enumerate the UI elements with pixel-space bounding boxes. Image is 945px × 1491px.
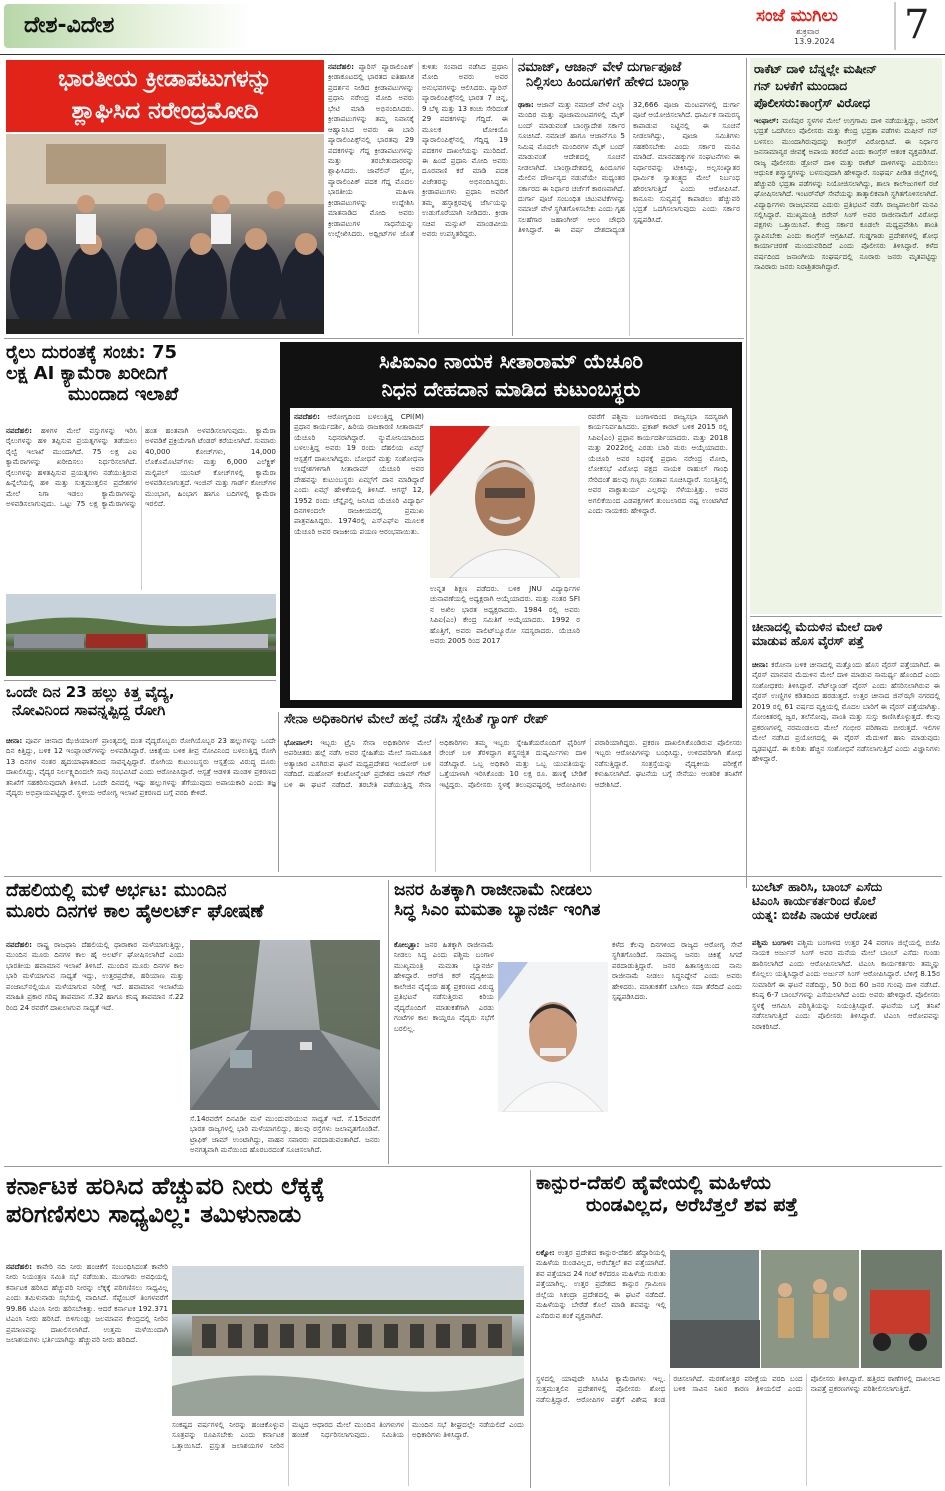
kanpur-body-bottom <box>536 1374 940 1486</box>
modi-body <box>328 62 508 334</box>
mamata-dateline: ಕೋಲ್ಕತ್ತಾ: <box>394 940 420 949</box>
cauvery-headline-line1: ಕರ್ನಾಟಕ ಹರಿಸಿದ ಹೆಚ್ಚುವರಿ ನೀರು ಲೆಕ್ಕಕ್ಕೆ <box>6 1172 325 1200</box>
bullet-dateline: ಪಶ್ಚಿಮ ಬಂಗಾಳ: <box>752 938 794 947</box>
cauvery-headline-line2: ಪರಿಗಣಿಸಲು ಸಾಧ್ಯವಿಲ್ಲ: ತಮಿಳುನಾಡು <box>6 1200 302 1229</box>
masthead <box>0 0 945 52</box>
rocket-headline-line2: ಗನ್ ಬಳಕೆಗೆ ಮುಂದಾದ <box>754 79 848 93</box>
cauvery-body-right <box>172 1420 524 1486</box>
rocket-story-box <box>750 58 942 614</box>
namaz-body <box>518 100 740 336</box>
yechury-story-box <box>280 342 742 708</box>
namaz-headline <box>518 60 740 98</box>
bullet-body-text: ಪಶ್ಚಿಮ ಬಂಗಾಳದ ಉತ್ತರ 24 ಪರಗಣ ಜಿಲ್ಲೆಯಲ್ಲಿ ಬಿಜೆಪಿ ನಾಯಕ ಅರ್ಜುನ್ ಸಿಂಗ್ ಅವರ ಮನೆಯ ಮೇಲೆ ಬಾಂಬ್ ಎಸೆದು ಗುಂಡು ಹಾರಿಸಲಾಗಿದೆ ಎಂದು ಆರೋಪಿಸಲಾಗಿದೆ. ಟಿಎಂಸಿ ಕಾರ್ಯಕರ್ತರು ತಮ್ಮನ್ನು ಕೊಲ್ಲಲು ಯತ್ನಿಸಿದ್ದಾರೆ ಎಂದು ಅರ್ಜುನ್ ಸಿಂಗ್ ಆರೋಪಿಸಿದ್ದಾರೆ. ಬೆಳಿಗ್ಗೆ 8.15ರ ಸುಮಾರಿಗೆ ಈ ಘಟನೆ ನಡೆದಿದ್ದು, 50 ರಿಂದ 60 ಜನರ ಗುಂಪು ದಾಳಿ ನಡೆಸಿದೆ. ಕನಿಷ್ಠ 6-7 ಬಾಂಬ್‌ಗಳನ್ನು ಎಸೆಯಲಾಗಿದೆ ಎಂದು ಅವರು ಹೇಳಿದ್ದಾರೆ. ಪೊಲೀಸರು ಸ್ಥಳಕ್ಕೆ ಆಗಮಿಸಿ ಪರಿಸ್ಥಿತಿಯನ್ನು ನಿಯಂತ್ರಿಸಿದ್ದಾರೆ. ಘಟನೆಯ ಬಗ್ಗೆ ತನಿಖೆ ನಡೆಸಲಾಗುತ್ತಿದೆ ಎಂದು ಪೊಲೀಸರು ತಿಳಿಸಿದ್ದಾರೆ. ಟಿಎಂಸಿ ಆರೋಪವನ್ನು ನಿರಾಕರಿಸಿದೆ. <box>752 938 940 1031</box>
railway-body-text: ಹಳಿಗಳ ಮೇಲೆ ವಸ್ತುಗಳನ್ನು ಇರಿಸಿ ರೈಲುಗಳನ್ನು ಹಳಿ ತಪ್ಪಿಸುವ ಪ್ರಯತ್ನಗಳನ್ನು ತಡೆಯಲು ರೈಲ್ವೆ ಇಲಾಖೆ ಮುಂದಾಗಿದೆ. 75 ಲಕ್ಷ ಎಐ ಕ್ಯಾಮೆರಾಗಳನ್ನು ಖರೀದಿಸಲು ನಿರ್ಧರಿಸಲಾಗಿದೆ. ರೈಲುಗಳನ್ನು ಹಳಿತಪ್ಪಿಸುವ ಪ್ರಯತ್ನಗಳು ನಡೆಯುತ್ತಿರುವ ಹಿನ್ನೆಲೆಯಲ್ಲಿ ಹಳಿ ಮತ್ತು ಸುತ್ತಮುತ್ತಲಿನ ಪ್ರದೇಶಗಳ ಮೇಲೆ ನಿಗಾ ಇಡಲು ಕ್ಯಾಮೆರಾಗಳನ್ನು ಅಳವಡಿಸಲಾಗುವುದು. ಒಟ್ಟು 75 ಲಕ್ಷ ಕ್ಯಾಮೆರಾಗಳನ್ನು ಹಂತ ಹಂತವಾಗಿ ಅಳವಡಿಸಲಾಗುವುದು. ಕ್ಯಾಮೆರಾ ಅಳವಡಿಕೆ ಪ್ರಕ್ರಿಯೆಗಾಗಿ ಟೆಂಡರ್ ಕರೆಯಲಾಗಿದೆ. ಸುಮಾರು 40,000 ಕೋಚ್‌ಗಳು, 14,000 ಲೊಕೊಮೊಟಿವ್‌ಗಳು ಮತ್ತು 6,000 ಎಲೆಕ್ಟ್ರಿಕ್ ಮಲ್ಟಿಪಲ್ ಯುನಿಟ್ ಕೋಚ್‌ಗಳಲ್ಲಿ ಕ್ಯಾಮೆರಾ ಅಳವಡಿಸಲಾಗುತ್ತದೆ. ಇಂಜಿನ್ ಮತ್ತು ಗಾರ್ಡ್ ಕೋಚ್‌ಗಳ ಮುಂಭಾಗ, ಹಿಂಭಾಗ ಹಾಗೂ ಬದಿಗಳಲ್ಲಿ ಕ್ಯಾಮೆರಾ ಇರಲಿದೆ. <box>6 426 276 509</box>
yechury-col2 <box>430 584 580 696</box>
kanpur-dateline: ಲಕ್ನೋ: <box>536 1248 555 1257</box>
delhi-rain-body-left <box>6 940 184 1160</box>
divider-v2 <box>746 58 747 888</box>
bullet-headline-line1: ಬುಲೆಟ್ ಹಾರಿಸಿ, ಬಾಂಬ್ ಎಸೆದು <box>752 880 883 894</box>
railway-train-photo <box>6 594 276 676</box>
modi-body-text: ಪ್ಯಾರಿಸ್ ಪ್ಯಾರಾಲಿಂಪಿಕ್ ಕ್ರೀಡಾಕೂಟದಲ್ಲಿ ಭಾರತದ ಐತಿಹಾಸಿಕ ಪ್ರದರ್ಶನ ನೀಡಿದ ಕ್ರೀಡಾಪಟುಗಳನ್ನು ಪ್ರಧಾನಿ ನರೇಂದ್ರ ಮೋದಿ ಅವರು ಭೇಟಿ ಮಾಡಿ ಅಭಿನಂದಿಸಿದರು. ಕ್ರೀಡಾಪಟುಗಳನ್ನು ತಮ್ಮ ನಿವಾಸಕ್ಕೆ ಆಹ್ವಾನಿಸಿದ ಅವರು ಈ ಬಾರಿ ಪ್ಯಾರಾಲಿಂಪಿಕ್ಸ್‌ನಲ್ಲಿ ಭಾರತವು 29 ಪದಕಗಳನ್ನು ಗೆದ್ದ ಕ್ರೀಡಾಪಟುಗಳನ್ನು ಮತ್ತು ತರಬೇತುದಾರರನ್ನು ಶ್ಲಾಘಿಸಿದರು. ಜಾವೆಲಿನ್ ಥ್ರೋ, ಪ್ಯಾರಾಲಿಂಪಿಕ್ ಪದಕ ಗೆದ್ದ ಮೊದಲ ಭಾರತೀಯ ಮಹಿಳಾ ಕ್ರೀಡಾಪಟುಗಳನ್ನು ಉದ್ದೇಶಿಸಿ ಮಾತನಾಡಿದ ಮೋದಿ ಅವರು ಕ್ರೀಡಾಪಟುಗಳ ಸಾಧನೆಯನ್ನು ಉಲ್ಲೇಖಿಸಿದರು. ಅಥ್ಲೀಟ್‌ಗಳ ಜೊತೆ ಕುಳಿತು ಸಂವಾದ ನಡೆಸಿದ ಪ್ರಧಾನಿ ಮೋದಿ ಅವರು ಅವರ ಅನುಭವಗಳನ್ನು ಆಲಿಸಿದರು. ಪ್ಯಾರಿಸ್ ಪ್ಯಾರಾಲಿಂಪಿಕ್ಸ್‌ನಲ್ಲಿ ಭಾರತ 7 ಚಿನ್ನ, 9 ಬೆಳ್ಳಿ ಮತ್ತು 13 ಕಂಚು ಸೇರಿದಂತೆ 29 ಪದಕಗಳನ್ನು ಗೆದ್ದಿದೆ. ಈ ಮೂಲಕ ಟೋಕಿಯೊ ಪ್ಯಾರಾಲಿಂಪಿಕ್ಸ್‌ನಲ್ಲಿ ಗೆದ್ದಿದ್ದ 19 ಪದಕಗಳ ದಾಖಲೆಯನ್ನು ಮುರಿದಿದೆ. ಈ ಹಿಂದೆ ಪ್ರಧಾನಿ ಮೋದಿ ಅವರು ದೂರವಾಣಿ ಕರೆ ಮಾಡಿ ಪದಕ ವಿಜೇತರನ್ನು ಅಭಿನಂದಿಸಿದ್ದರು. ಕ್ರೀಡಾಪಟುಗಳು ಪ್ರಧಾನಿ ಅವರಿಗೆ ತಮ್ಮ ಹಸ್ತಾಕ್ಷರವುಳ್ಳ ಜೆರ್ಸಿಯನ್ನು ಉಡುಗೊರೆಯಾಗಿ ನೀಡಿದರು. ಕ್ರೀಡಾ ಸಚಿವ ಮನ್ಸುಖ್ ಮಾಂಡವೀಯ ಅವರು ಉಪಸ್ಥಿತರಿದ್ದರು. <box>328 62 508 238</box>
china-virus-dateline: ಚೀನಾ: <box>752 660 769 669</box>
dentist-headline-line2: ನೋವಿನಿಂದ ಸಾವನ್ನಪ್ಪಿದ್ದ ರೋಗಿ <box>12 700 166 719</box>
dentist-headline <box>6 684 278 732</box>
delhi-rain-headline <box>6 880 386 936</box>
cauvery-body-right-text: ಸಂಕಷ್ಟದ ವರ್ಷಗಳಲ್ಲಿ ನೀರನ್ನು ಹಂಚಿಕೊಳ್ಳುವ ಸೂತ್ರವನ್ನು ರೂಪಿಸಬೇಕು ಎಂದು ಕರ್ನಾಟಕ ಒತ್ತಾಯಿಸಿದೆ. ಪ್ರಸ್ತುತ ಜಲಾಶಯಗಳ ನೀರಿನ ಮಟ್ಟದ ಆಧಾರದ ಮೇಲೆ ಮುಂದಿನ ತಿಂಗಳುಗಳ ಹಂಚಿಕೆ ನಿರ್ಧರಿಸಲಾಗುವುದು. ಸಮಿತಿಯ ಮುಂದಿನ ಸಭೆ ಶೀಘ್ರದಲ್ಲೇ ನಡೆಯಲಿದೆ ಎಂದು ಅಧಿಕಾರಿಗಳು ತಿಳಿಸಿದ್ದಾರೆ. <box>172 1420 524 1450</box>
namaz-headline-line2: ನಿಲ್ಲಿಸಲು ಹಿಂದೂಗಳಿಗೆ ಹೇಳಿದ ಬಾಂಗ್ಲಾ <box>526 75 691 91</box>
dentist-body <box>6 736 276 870</box>
mamata-body-left <box>394 940 494 1162</box>
paper-name: ಸಂಜೆ ಮುಗಿಲು <box>756 6 838 26</box>
mamata-body-right <box>612 940 742 1162</box>
modi-headline-line1: ಭಾರತೀಯ ಕ್ರೀಡಾಪಟುಗಳನ್ನು <box>58 66 272 92</box>
dentist-dateline: ಚೀನಾ: <box>6 736 23 745</box>
china-virus-body-text: ಕರೋನಾ ಬಳಿಕ ಚೀನಾದಲ್ಲಿ ಮತ್ತೊಂದು ಹೊಸ ವೈರಸ್ ಪತ್ತೆಯಾಗಿದೆ. ಈ ವೈರಸ್ ಮಾನವನ ಮೆದುಳಿನ ಮೇಲೆ ದಾಳಿ ಮಾಡುವ ಸಾಮರ್ಥ್ಯ ಹೊಂದಿದೆ ಎಂದು ಸಂಶೋಧಕರು ತಿಳಿಸಿದ್ದಾರೆ. ವೆಟ್‌ಲ್ಯಾಂಡ್ ವೈರಸ್ ಎಂದು ಹೆಸರಿಸಲಾಗಿರುವ ಈ ವೈರಸ್ ಉಣ್ಣಿಗಳ ಕಡಿತದಿಂದ ಹರಡುತ್ತದೆ. ಉತ್ತರ ಚೀನಾದ ಜಿನ್‌ಝೌ ನಗರದಲ್ಲಿ 2019 ರಲ್ಲಿ 61 ವರ್ಷದ ವ್ಯಕ್ತಿಯಲ್ಲಿ ಮೊದಲ ಬಾರಿಗೆ ಈ ವೈರಸ್ ಪತ್ತೆಯಾಗಿತ್ತು. ಸೋಂಕಿತರಲ್ಲಿ ಜ್ವರ, ತಲೆನೋವು, ವಾಂತಿ ಮತ್ತು ಸುಸ್ತು ಕಾಣಿಸಿಕೊಳ್ಳುತ್ತದೆ. ಕೆಲವು ಪ್ರಕರಣಗಳಲ್ಲಿ ನರಮಂಡಲದ ಮೇಲೆ ಗಂಭೀರ ಪರಿಣಾಮ ಬೀರುತ್ತದೆ. ಇಲಿಗಳ ಮೇಲೆ ನಡೆಸಿದ ಪ್ರಯೋಗದಲ್ಲಿ ಈ ವೈರಸ್ ಮೆದುಳಿಗೆ ಹಾನಿ ಮಾಡುವುದು ದೃಢಪಟ್ಟಿದೆ. ಈ ಕುರಿತು ಹೆಚ್ಚಿನ ಸಂಶೋಧನೆ ನಡೆಸಲಾಗುತ್ತಿದೆ ಎಂದು ವಿಜ್ಞಾನಿಗಳು ಹೇಳಿದ್ದಾರೆ. <box>752 660 940 763</box>
yechury-col1-text: ಆರೋಗ್ಯದಿಂದ ಬಳಲುತ್ತಿದ್ದ CPI(M) ಪ್ರಧಾನ ಕಾರ್ಯದರ್ಶಿ, ಹಿರಿಯ ರಾಜಕಾರಣಿ ಸೀತಾರಾಮ್ ಯೆಚೂರಿ ನಿಧನರಾಗಿದ್ದಾರೆ. ನ್ಯುಮೋನಿಯಾದಿಂದ ಬಳಲುತ್ತಿದ್ದ ಅವರು 19 ರಂದು ದೆಹಲಿಯ ಏಮ್ಸ್ ಆಸ್ಪತ್ರೆಗೆ ದಾಖಲಾಗಿದ್ದರು. ಬೋಧನೆ ಮತ್ತು ಸಂಶೋಧನಾ ಉದ್ದೇಶಗಳಿಗಾಗಿ ಸೀತಾರಾಮ್ ಯೆಚೂರಿ ಅವರ ದೇಹವನ್ನು ಕುಟುಂಬಸ್ಥರು ಏಮ್ಸ್‌ಗೆ ದಾನ ಮಾಡಿದ್ದಾರೆ ಎಂದು ಏಮ್ಸ್ ಹೇಳಿಕೆಯಲ್ಲಿ ತಿಳಿಸಿದೆ. ಆಗಸ್ಟ್ 12, 1952 ರಂದು ಚೆನ್ನೈನಲ್ಲಿ ಜನಿಸಿದ ಯೆಚೂರಿ ವಿದ್ಯಾರ್ಥಿ ದಿನಗಳಿಂದಲೇ ರಾಜಕೀಯದಲ್ಲಿ ಪ್ರಮುಖ ಪಾತ್ರವಹಿಸಿದ್ದರು. 1974ರಲ್ಲಿ ಎಸ್‌ಎಫ್‌ಐ ಮೂಲಕ ಯೆಚೂರಿ ಅವರ ರಾಜಕೀಯ ಪಯಣ ಆರಂಭವಾಯಿತು. <box>294 412 424 536</box>
delhi-rain-body-right-text: ಸೆ.14ರವರೆಗೆ ದಿನವಿಡೀ ಮಳೆ ಮುಂದುವರಿಯುವ ಸಾಧ್ಯತೆ ಇದೆ. ಸೆ.15ರವರೆಗೆ ಭಾರತ ರಾಜ್ಯಗಳಲ್ಲಿ ಭಾರಿ ಮಳೆಯಾಗಲಿದ್ದು, ಹಲವು ರಸ್ತೆಗಳು ಜಲಾವೃತಗೊಂಡಿವೆ. ಟ್ರಾಫಿಕ್ ಜಾಮ್ ಉಂಟಾಗಿದ್ದು, ವಾಹನ ಸವಾರರು ಪರದಾಡುವಂತಾಗಿದೆ. ಜನರು ಅನಗತ್ಯವಾಗಿ ಮನೆಯಿಂದ ಹೊರಬರದಂತೆ ಸೂಚಿಸಲಾಗಿದೆ. <box>190 1114 380 1155</box>
rocket-body-text: ಮಣಿಪುರ ಸ್ಥಳಗಳ ಮೇಲೆ ಉಗ್ರಗಾಮಿ ದಾಳಿ ನಡೆಯುತ್ತಿದ್ದು, ಜನರಿಗೆ ಭದ್ರತೆ ಒದಗಿಸಲು ಪೊಲೀಸರು ಮತ್ತು ಕೇಂದ್ರ ಭದ್ರತಾ ಪಡೆಗಳು ಮಷೀನ್ ಗನ್ ಬಳಸಲು ಮುಂದಾಗಿರುವುದನ್ನು ಕಾಂಗ್ರೆಸ್ ವಿರೋಧಿಸಿದೆ. ಈ ನಿರ್ಧಾರ ಜನಸಾಮಾನ್ಯರ ಜೀವಕ್ಕೆ ಅಪಾಯ ತರಲಿದೆ ಎಂದು ಕಾಂಗ್ರೆಸ್ ಆತಂಕ ವ್ಯಕ್ತಪಡಿಸಿದೆ. ರಾಜ್ಯ ಪೊಲೀಸರು ಡ್ರೋನ್ ದಾಳಿ ಮತ್ತು ರಾಕೆಟ್ ದಾಳಿಗಳನ್ನು ಎದುರಿಸಲು ಆಧುನಿಕ ಶಸ್ತ್ರಾಸ್ತ್ರಗಳನ್ನು ಬಳಸುವುದಾಗಿ ಹೇಳಿದ್ದಾರೆ. ಸಂಘರ್ಷ ಪೀಡಿತ ಜಿಲ್ಲೆಗಳಲ್ಲಿ ಹೆಚ್ಚುವರಿ ಭದ್ರತಾ ಪಡೆಗಳನ್ನು ನಿಯೋಜಿಸಲಾಗಿದ್ದು, ಶಾಲಾ ಕಾಲೇಜುಗಳಿಗೆ ರಜೆ ಘೋಷಿಸಲಾಗಿದೆ. ಇಂಟರ್‌ನೆಟ್ ಸೇವೆಯನ್ನು ತಾತ್ಕಾಲಿಕವಾಗಿ ಸ್ಥಗಿತಗೊಳಿಸಲಾಗಿದೆ. ವಿದ್ಯಾರ್ಥಿಗಳು ರಾಜಭವನದ ಎದುರು ಪ್ರತಿಭಟನೆ ನಡೆಸಿ ರಾಜ್ಯಪಾಲರಿಗೆ ಮನವಿ ಸಲ್ಲಿಸಿದ್ದಾರೆ. ಮುಖ್ಯಮಂತ್ರಿ ಬಿರೇನ್ ಸಿಂಗ್ ಅವರ ರಾಜೀನಾಮೆಗೆ ವಿರೋಧ ಪಕ್ಷಗಳು ಒತ್ತಾಯಿಸಿವೆ. ಕೇಂದ್ರ ಸರ್ಕಾರ ಕೂಡಲೇ ಮಧ್ಯಪ್ರವೇಶಿಸಿ ಶಾಂತಿ ಸ್ಥಾಪಿಸಬೇಕು ಎಂದು ಕಾಂಗ್ರೆಸ್ ಆಗ್ರಹಿಸಿದೆ. ಗುಡ್ಡಗಾಡು ಪ್ರದೇಶಗಳಲ್ಲಿ ಶೋಧ ಕಾರ್ಯಾಚರಣೆ ಮುಂದುವರಿದಿದೆ ಎಂದು ಪೊಲೀಸರು ತಿಳಿಸಿದ್ದಾರೆ. ಕಳೆದ ವರ್ಷದಿಂದ ಜನಾಂಗೀಯ ಸಂಘರ್ಷದಲ್ಲಿ ನೂರಾರು ಜನರು ಮೃತಪಟ್ಟಿದ್ದು ಸಾವಿರಾರು ಜನರು ನಿರಾಶ್ರಿತರಾಗಿದ್ದಾರೆ. <box>754 116 938 272</box>
rocket-body <box>754 116 938 610</box>
kanpur-body-top <box>536 1248 666 1368</box>
kanpur-headline-line1: ಕಾನ್ಪುರ-ದೆಹಲಿ ಹೈವೇಯಲ್ಲಿ ಮಹಿಳೆಯ <box>536 1172 771 1194</box>
delhi-rain-body-left-text: ರಾಷ್ಟ್ರ ರಾಜಧಾನಿ ದೆಹಲಿಯಲ್ಲಿ ಧಾರಾಕಾರ ಮಳೆಯಾಗುತ್ತಿದ್ದು, ಮುಂದಿನ ಮೂರು ದಿನಗಳ ಕಾಲ ಹೈ ಅಲರ್ಟ್ ಘೋಷಿಸಲಾಗಿದೆ ಎಂದು ಭಾರತೀಯ ಹವಾಮಾನ ಇಲಾಖೆ ತಿಳಿಸಿದೆ. ಮುಂದಿನ ಮೂರು ದಿನಗಳ ಕಾಲ ಭಾರಿ ಮಳೆಯಾಗುವ ಸಾಧ್ಯತೆ ಇದ್ದು, ಉತ್ತರಪ್ರದೇಶ, ಹರಿಯಾಣ ಮತ್ತು ಪಂಜಾಬ್‌ನಲ್ಲಿಯೂ ಮಳೆಯಾಗುವ ನಿರೀಕ್ಷೆ ಇದೆ. ಹವಾಮಾನ ಇಲಾಖೆಯ ಮಾಹಿತಿ ಪ್ರಕಾರ ಗರಿಷ್ಠ ತಾಪಮಾನ ಸೆ.32 ಹಾಗೂ ಕನಿಷ್ಠ ತಾಪಮಾನ ಸೆ.22 ರಿಂದ 24 ರವರೆಗೆ ದಾಖಲಾಗುವ ಸಾಧ್ಯತೆ ಇದೆ. <box>6 940 184 1012</box>
yechury-col2-text: ಉನ್ನತ ಶಿಕ್ಷಣ ಪಡೆದರು. ಬಳಿಕ JNU ವಿದ್ಯಾರ್ಥಿಗಳ ಚುನಾವಣೆಯಲ್ಲಿ ಅಧ್ಯಕ್ಷರಾಗಿ ಆಯ್ಕೆಯಾದರು. ಮತ್ತು ನಂತರ SFI ನ ಅಖಿಲ ಭಾರತ ಅಧ್ಯಕ್ಷರಾದರು. 1984 ರಲ್ಲಿ ಅವರು ಸಿಪಿಐ(ಎಂ) ಕೇಂದ್ರ ಸಮಿತಿಗೆ ಆಯ್ಕೆಯಾದರು. 1992 ರ ಹೊತ್ತಿಗೆ, ಅವರು ಪಾಲಿಟ್‌ಬ್ಯೂರೋ ಸದಸ್ಯರಾದರು. ಯೆಚೂರಿ ಅವರು 2005 ರಿಂದ 2017 <box>430 584 580 646</box>
army-headline <box>284 712 744 736</box>
china-virus-headline-line1: ಚೀನಾದಲ್ಲಿ ಮೆದುಳಿನ ಮೇಲೆ ದಾಳಿ <box>752 620 883 634</box>
rocket-headline-line3: ಪೊಲೀಸರು:ಕಾಂಗ್ರೆಸ್ ವಿರೋಧ <box>754 96 871 110</box>
divider-h4 <box>4 876 942 877</box>
bullet-headline-line3: ಯತ್ನ: ಬಿಜೆಪಿ ನಾಯಕ ಆರೋಪ <box>752 908 878 923</box>
yechury-portrait-photo <box>430 426 580 578</box>
divider-h1 <box>4 338 744 339</box>
army-body <box>284 738 742 872</box>
modi-dateline: ನವದೆಹಲಿ: <box>328 62 354 71</box>
railway-headline <box>6 342 278 420</box>
masthead-rule <box>0 54 945 55</box>
yechury-headline-line1: ಸಿಪಿಐಎಂ ನಾಯಕ ಸೀತಾರಾಮ್ ಯೆಚೂರಿ <box>379 349 643 373</box>
yechury-dateline: ನವದೆಹಲಿ: <box>294 412 320 421</box>
divider-v1 <box>512 58 513 336</box>
masthead-day: ಶುಕ್ರವಾರ <box>796 27 820 36</box>
divider-v4 <box>388 880 389 1164</box>
mamata-body-left-text: ಜನರ ಹಿತಕ್ಕಾಗಿ ರಾಜೀನಾಮೆ ನೀಡಲು ಸಿದ್ಧ ಎಂದು ಪಶ್ಚಿಮ ಬಂಗಾಳ ಮುಖ್ಯಮಂತ್ರಿ ಮಮತಾ ಬ್ಯಾನರ್ಜಿ ಹೇಳಿದ್ದಾರೆ. ಆರ್‌ಜಿ ಕರ್ ವೈದ್ಯಕೀಯ ಕಾಲೇಜಿನ ವೈದ್ಯೆಯ ಹತ್ಯೆ ಪ್ರಕರಣದ ವಿರುದ್ಧ ಪ್ರತಿಭಟನೆ ನಡೆಸುತ್ತಿರುವ ಕಿರಿಯ ವೈದ್ಯರೊಂದಿಗೆ ಮಾತುಕತೆಗಾಗಿ ಎರಡು ಗಂಟೆಗಳ ಕಾಲ ಕಾಯ್ದರೂ ವೈದ್ಯರು ಸಭೆಗೆ ಬರಲಿಲ್ಲ. <box>394 940 494 1033</box>
bullet-body <box>752 938 940 1162</box>
kanpur-headline-line2: ರುಂಡವಿಲ್ಲದ, ಅರೆಬೆತ್ತಲೆ ಶವ ಪತ್ತೆ <box>586 1194 798 1217</box>
kanpur-body-bottom-text: ಸ್ಥಳದಲ್ಲಿ ಯಾವುದೇ ಸಿಸಿಟಿವಿ ಕ್ಯಾಮೆರಾಗಳು ಇಲ್ಲ. ಸುತ್ತಮುತ್ತಲಿನ ಪ್ರದೇಶಗಳಲ್ಲಿ ಪೊಲೀಸರು ಶೋಧ ನಡೆಸುತ್ತಿದ್ದಾರೆ. ಆರೋಪಿಗಳ ಪತ್ತೆಗೆ ವಿಶೇಷ ತಂಡ ರಚಿಸಲಾಗಿದೆ. ಮರಣೋತ್ತರ ಪರೀಕ್ಷೆಯ ವರದಿ ಬಂದ ಬಳಿಕ ಸಾವಿನ ನಿಖರ ಕಾರಣ ತಿಳಿಯಲಿದೆ ಎಂದು ಪೊಲೀಸರು ತಿಳಿಸಿದ್ದಾರೆ. ಹತ್ತಿರದ ಠಾಣೆಗಳಲ್ಲಿ ದಾಖಲಾದ ನಾಪತ್ತೆ ಪ್ರಕರಣಗಳನ್ನು ಪರಿಶೀಲಿಸಲಾಗುತ್ತಿದೆ. <box>536 1374 940 1404</box>
kanpur-highway-photo <box>670 1250 942 1368</box>
army-body-text: ಇಬ್ಬರು ಟ್ರೈನಿ ಸೇನಾ ಅಧಿಕಾರಿಗಳ ಮೇಲೆ ಅಪರಿಚಿತರು ಹಲ್ಲೆ ನಡೆಸಿ ಅವರ ಸ್ನೇಹಿತೆಯ ಮೇಲೆ ಸಾಮೂಹಿಕ ಅತ್ಯಾಚಾರ ಎಸಗಿರುವ ಘಟನೆ ಮಧ್ಯಪ್ರದೇಶದ ಇಂದೋರ್ ಬಳಿ ನಡೆದಿದೆ. ಮಹೋವ್ ಕಂಟೋನ್ಮೆಂಟ್ ಪ್ರದೇಶದ ಜಾಮ್ ಗೇಟ್ ಬಳಿ ಈ ಘಟನೆ ನಡೆದಿದೆ. ತರಬೇತಿ ಪಡೆಯುತ್ತಿದ್ದ ಸೇನಾ ಅಧಿಕಾರಿಗಳು ತಮ್ಮ ಇಬ್ಬರು ಸ್ನೇಹಿತೆಯರೊಂದಿಗೆ ಫೈರಿಂಗ್ ರೇಂಜ್ ಬಳಿ ತೆರಳಿದ್ದಾಗ ಶಸ್ತ್ರಸಜ್ಜಿತ ದುಷ್ಕರ್ಮಿಗಳು ದಾಳಿ ನಡೆಸಿದ್ದಾರೆ. ಒಬ್ಬ ಅಧಿಕಾರಿ ಮತ್ತು ಒಬ್ಬ ಯುವತಿಯನ್ನು ಒತ್ತೆಯಾಳಾಗಿ ಇರಿಸಿಕೊಂಡು 10 ಲಕ್ಷ ರೂ. ಹಣಕ್ಕೆ ಬೇಡಿಕೆ ಇಟ್ಟಿದ್ದರು. ಪೊಲೀಸರು ಸ್ಥಳಕ್ಕೆ ತಲುಪುವಷ್ಟರಲ್ಲಿ ಆರೋಪಿಗಳು ಪರಾರಿಯಾಗಿದ್ದರು. ಪ್ರಕರಣ ದಾಖಲಿಸಿಕೊಂಡಿರುವ ಪೊಲೀಸರು ಇಬ್ಬರು ಆರೋಪಿಗಳನ್ನು ಬಂಧಿಸಿದ್ದು, ಉಳಿದವರಿಗಾಗಿ ಶೋಧ ನಡೆಸುತ್ತಿದ್ದಾರೆ. ಸಂತ್ರಸ್ತೆಯನ್ನು ವೈದ್ಯಕೀಯ ಪರೀಕ್ಷೆಗೆ ಕಳುಹಿಸಲಾಗಿದೆ. ಘಟನೆಯ ಬಗ್ಗೆ ಸೇನೆಯು ಆಂತರಿಕ ತನಿಖೆಗೆ ಆದೇಶಿಸಿದೆ. <box>284 738 742 789</box>
railway-headline-line3: ಮುಂದಾದ ಇಲಾಖೆ <box>68 384 179 406</box>
page-number: 7 <box>904 2 930 48</box>
rocket-dateline: ಇಂಫಾಲ್: <box>754 116 779 125</box>
railway-body <box>6 426 276 590</box>
railway-headline-line1: ರೈಲು ದುರಂತಕ್ಕೆ ಸಂಚು: 75 <box>6 342 178 363</box>
kanpur-body-top-text: ಉತ್ತರ ಪ್ರದೇಶದ ಕಾನ್ಪುರ-ದೆಹಲಿ ಹೆದ್ದಾರಿಯಲ್ಲಿ ಮಹಿಳೆಯ ರುಂಡವಿಲ್ಲದ, ಅರೆಬೆತ್ತಲೆ ಶವ ಪತ್ತೆಯಾಗಿದೆ. ಶವ ಪತ್ತೆಯಾದ 24 ಗಂಟೆ ಕಳೆದರೂ ಮಹಿಳೆಯ ಗುರುತು ಪತ್ತೆಯಾಗಿಲ್ಲ. ಉತ್ತರ ಪ್ರದೇಶದ ಕಾನ್ಪುರ ಗ್ರಾಮೀಣ ಜಿಲ್ಲೆಯ ಸಿಕಂದ್ರಾ ಪ್ರದೇಶದಲ್ಲಿ ಈ ಘಟನೆ ನಡೆದಿದೆ. ಮಹಿಳೆಯನ್ನು ಬೇರೆಡೆ ಕೊಲೆ ಮಾಡಿ ಶವವನ್ನು ಇಲ್ಲಿ ಎಸೆದಿರುವ ಶಂಕೆ ವ್ಯಕ್ತವಾಗಿದೆ. <box>536 1248 666 1320</box>
yechury-inner-panel <box>290 408 732 700</box>
china-virus-headline <box>752 620 942 658</box>
mamata-headline-line2: ಸಿದ್ಧ ಸಿಎಂ ಮಮತಾ ಬ್ಯಾನರ್ಜಿ ಇಂಗಿತ <box>394 900 601 921</box>
mamata-portrait-photo <box>498 962 608 1112</box>
bullet-headline <box>752 880 942 936</box>
mamata-body-right-text: ಕಳೆದ ಕೆಲವು ದಿನಗಳಿಂದ ರಾಜ್ಯದ ಆರೋಗ್ಯ ಸೇವೆ ಸ್ಥಗಿತಗೊಂಡಿದೆ. ಸಾಮಾನ್ಯ ಜನರು ಚಿಕಿತ್ಸೆ ಸಿಗದೆ ಪರದಾಡುತ್ತಿದ್ದಾರೆ. ಜನರ ಹಿತಾಸಕ್ತಿಯಿಂದ ನಾನು ರಾಜೀನಾಮೆ ನೀಡಲು ಸಿದ್ಧನಿದ್ದೇನೆ ಎಂದು ಅವರು ಹೇಳಿದರು. ಮಾತುಕತೆಗೆ ಬಾಗಿಲು ಸದಾ ತೆರೆದಿದೆ ಎಂದು ಸ್ಪಷ್ಟಪಡಿಸಿದರು. <box>612 940 742 1002</box>
delhi-rain-headline-line1: ದೆಹಲಿಯಲ್ಲಿ ಮಳೆ ಅರ್ಭಟ: ಮುಂದಿನ <box>6 880 227 901</box>
cauvery-body-left <box>6 1262 168 1486</box>
army-headline-text: ಸೇನಾ ಅಧಿಕಾರಿಗಳ ಮೇಲೆ ಹಲ್ಲೆ ನಡೆಸಿ ಸ್ನೇಹಿತೆ ಗ್ಯಾಂಗ್ ರೇಪ್ <box>284 711 549 727</box>
section-label <box>4 4 252 48</box>
cauvery-dateline: ನವದೆಹಲಿ: <box>6 1262 32 1271</box>
divider-h2 <box>4 680 276 681</box>
army-dateline: ಭೋಪಾಲ್: <box>284 738 313 747</box>
yechury-headline-line2: ನಿಧನ ದೇಹದಾನ ಮಾಡಿದ ಕುಟುಂಬಸ್ಥರು <box>381 377 641 401</box>
cauvery-dam-photo <box>172 1266 524 1416</box>
delhi-rain-dateline: ನವದೆಹಲಿ: <box>6 940 32 949</box>
kanpur-headline <box>536 1172 940 1246</box>
modi-headline-box <box>6 60 324 132</box>
divider-h5 <box>4 1166 942 1167</box>
bullet-headline-line2: ಟಿಎಂಸಿ ಕಾರ್ಯಕರ್ತರಿಂದ ಕೊಲೆ <box>752 894 876 909</box>
modi-athletes-photo <box>6 134 324 334</box>
yechury-col3-text: ರವರೆಗೆ ಪಶ್ಚಿಮ ಬಂಗಾಳದಿಂದ ರಾಜ್ಯಸಭಾ ಸದಸ್ಯರಾಗಿ ಕಾರ್ಯನಿರ್ವಹಿಸಿದರು. ಪ್ರಕಾಶ್ ಕಾರಟ್ ಬಳಿಕ 2015 ರಲ್ಲಿ ಸಿಪಿಐ(ಎಂ) ಪ್ರಧಾನ ಕಾರ್ಯದರ್ಶಿಯಾದರು. ಮತ್ತು 2018 ಮತ್ತು 2022ರಲ್ಲಿ ಎರಡು ಬಾರಿ ಮರು ಆಯ್ಕೆಯಾದರು. ಯೆಚೂರಿ ಅವರ ನಿಧನಕ್ಕೆ ಪ್ರಧಾನಿ ನರೇಂದ್ರ ಮೋದಿ, ಲೋಕಸಭೆ ವಿರೋಧ ಪಕ್ಷದ ನಾಯಕ ರಾಹುಲ್ ಗಾಂಧಿ ಸೇರಿದಂತೆ ಹಲವು ಗಣ್ಯರು ಸಂತಾಪ ಸೂಚಿಸಿದ್ದಾರೆ. ಸಂಸತ್ತಿನಲ್ಲಿ ಅವರ ವಾಕ್ಚಾತುರ್ಯ ಎಲ್ಲರನ್ನು ಸೆಳೆಯುತ್ತಿತ್ತು. ಅವರ ಅಗಲಿಕೆಯಿಂದ ಎಡಪಕ್ಷಗಳಿಗೆ ತುಂಬಲಾರದ ನಷ್ಟ ಉಂಟಾಗಿದೆ ಎಂದು ನಾಯಕರು ಹೇಳಿದ್ದಾರೆ. <box>588 412 728 515</box>
delhi-rain-road-photo <box>190 940 380 1110</box>
divider-v5 <box>530 1170 531 1488</box>
masthead-date: 13.9.2024 <box>794 37 835 46</box>
namaz-body-text: ಆಜಾನ್ ಮತ್ತು ನಮಾಜ್ ವೇಳೆ ಎಲ್ಲಾ ಮಂದಿರ ಮತ್ತು ಪೂಜಾಮಂಟಪಗಳಲ್ಲಿ ಮೈಕ್ ಬಂದ್ ಮಾಡುವಂತೆ ಬಾಂಗ್ಲಾದೇಶ ಸರ್ಕಾರ ಸೂಚಿಸಿದೆ. ನಮಾಜ್ ಹಾಗೂ ಆಜಾನ್‌ಗೂ 5 ನಿಮಿಷ ಮೊದಲೇ ಮಂದಿರಗಳ ಮೈಕ್ ಬಂದ್ ಮಾಡುವಂತೆ ಆದೇಶದಲ್ಲಿ ಸೂಚನೆ ನೀಡಲಾಗಿದೆ. ಬಾಂಗ್ಲಾದೇಶದಲ್ಲಿ ಹಿಂದೂಗಳ ಮೇಲಿನ ದೌರ್ಜನ್ಯದ ನಡುವೆಯೇ ಮಧ್ಯಂತರ ಸರ್ಕಾರದ ಈ ನಿರ್ಧಾರ ಚರ್ಚೆಗೆ ಕಾರಣವಾಗಿದೆ. ದುರ್ಗಾ ಪೂಜೆ ಸಂಬಂಧಿತ ಚಟುವಟಿಕೆಗಳನ್ನು ನಮಾಜ್ ವೇಳೆ ಸ್ಥಗಿತಗೊಳಿಸಬೇಕು ಎಂದು ಗೃಹ ಸಲಹೆಗಾರ ಜಹಾಂಗೀರ್ ಆಲಂ ಚೌಧರಿ ತಿಳಿಸಿದ್ದಾರೆ. ಈ ವರ್ಷ ದೇಶದಾದ್ಯಂತ 32,666 ಪೂಜಾ ಮಂಟಪಗಳಲ್ಲಿ ದುರ್ಗಾ ಪೂಜೆ ಆಯೋಜಿಸಲಾಗಿದೆ. ಧಾರ್ಮಿಕ ಸಾಮರಸ್ಯ ಕಾಪಾಡುವ ನಿಟ್ಟಿನಲ್ಲಿ ಈ ಸೂಚನೆ ನೀಡಲಾಗಿದ್ದು, ಪೂಜಾ ಸಮಿತಿಗಳು ಸಹಕರಿಸಬೇಕು ಎಂದು ಸರ್ಕಾರ ಮನವಿ ಮಾಡಿದೆ. ಮಾನವಹಕ್ಕುಗಳ ಸಂಘಟನೆಗಳು ಈ ನಿರ್ಧಾರವನ್ನು ಟೀಕಿಸಿದ್ದು, ಅಲ್ಪಸಂಖ್ಯಾತರ ಧಾರ್ಮಿಕ ಸ್ವಾತಂತ್ರ್ಯದ ಮೇಲೆ ನಿರ್ಬಂಧ ಹೇರಲಾಗುತ್ತಿದೆ ಎಂದು ಆರೋಪಿಸಿವೆ. ಕಾನೂನು ಸುವ್ಯವಸ್ಥೆ ಕಾಪಾಡಲು ಹೆಚ್ಚುವರಿ ಭದ್ರತೆ ಒದಗಿಸಲಾಗುವುದು ಎಂದು ಸರ್ಕಾರ ಸ್ಪಷ್ಟಪಡಿಸಿದೆ. <box>518 100 740 235</box>
modi-headline-line2: ಶ್ಲಾಘಿಸಿದ ನರೇಂದ್ರಮೋದಿ <box>71 98 259 124</box>
delhi-rain-headline-line2: ಮೂರು ದಿನಗಳ ಕಾಲ ಹೈಅಲರ್ಟ್ ಘೋಷಣೆ <box>6 901 264 923</box>
railway-headline-line2: ಲಕ್ಷ AI ಕ್ಯಾಮೆರಾ ಖರೀದಿಗೆ <box>6 363 168 385</box>
china-virus-body <box>752 660 940 886</box>
namaz-dateline: ಢಾಕಾ: <box>518 100 534 109</box>
railway-dateline: ನವದೆಹಲಿ: <box>6 426 32 435</box>
rocket-headline-line1: ರಾಕೆಟ್ ದಾಳಿ ಬೆನ್ನಲ್ಲೇ ಮಷೀನ್ <box>754 62 877 76</box>
cauvery-headline <box>6 1172 526 1256</box>
namaz-headline-line1: ನಮಾಜ್, ಆಜಾನ್ ವೇಳೆ ದುರ್ಗಾಪೂಜೆ <box>518 60 682 75</box>
section-title: ದೇಶ-ವಿದೇಶ <box>24 13 115 38</box>
yechury-col1 <box>294 412 424 696</box>
paper-logo <box>756 6 888 46</box>
cauvery-body-left-text: ಕಾವೇರಿ ನದಿ ನೀರು ಹಂಚಿಕೆಗೆ ಸಂಬಂಧಿಸಿದಂತೆ ಕಾವೇರಿ ನೀರು ನಿಯಂತ್ರಣ ಸಮಿತಿ ಸಭೆ ನಡೆಯಿತು. ಮುಂಗಾರು ಅವಧಿಯಲ್ಲಿ ಕರ್ನಾಟಕ ಹರಿಸಿದ ಹೆಚ್ಚುವರಿ ನೀರನ್ನು ಲೆಕ್ಕಕ್ಕೆ ಪರಿಗಣಿಸಲು ಸಾಧ್ಯವಿಲ್ಲ ಎಂದು ತಮಿಳುನಾಡು ಸಭೆಯಲ್ಲಿ ವಾದಿಸಿದೆ. ಸೆಪ್ಟೆಂಬರ್ ತಿಂಗಳವರೆಗೆ 99.86 ಟಿಎಂಸಿ ನೀರು ಹರಿಸಬೇಕಿತ್ತು. ಆದರೆ ಕರ್ನಾಟಕ 192.371 ಟಿಎಂಸಿ ನೀರು ಹರಿಸಿದೆ. ಬಿಳಿಗುಂಡ್ಲು ಜಲಮಾಪನ ಕೇಂದ್ರದಲ್ಲಿ ನೀರಿನ ಪ್ರಮಾಣವನ್ನು ದಾಖಲಿಸಲಾಗಿದೆ. ಉತ್ತಮ ಮಳೆಯಿಂದಾಗಿ ಜಲಾಶಯಗಳು ಭರ್ತಿಯಾಗಿದ್ದು ಹೆಚ್ಚುವರಿ ನೀರು ಹರಿದಿದೆ. <box>6 1262 168 1345</box>
dentist-body-text: ಪೂರ್ವ ಚೀನಾದ ಝೆಜಿಯಾಂಗ್ ಪ್ರಾಂತ್ಯದಲ್ಲಿ ದಂತ ವೈದ್ಯರೊಬ್ಬರು ರೋಗಿಯೊಬ್ಬರ 23 ಹಲ್ಲುಗಳನ್ನು ಒಂದೇ ದಿನ ಕಿತ್ತಿದ್ದು, ಬಳಿಕ 12 ಇಂಪ್ಲಾಂಟ್‌ಗಳನ್ನು ಅಳವಡಿಸಿದ್ದಾರೆ. ಚಿಕಿತ್ಸೆಯ ಬಳಿಕ ತೀವ್ರ ನೋವಿನಿಂದ ಬಳಲುತ್ತಿದ್ದ ರೋಗಿ 13 ದಿನಗಳ ನಂತರ ಹೃದಯಾಘಾತದಿಂದ ಸಾವನ್ನಪ್ಪಿದ್ದಾರೆ. ರೋಗಿಯ ಕುಟುಂಬಸ್ಥರು ಆಸ್ಪತ್ರೆಯ ವಿರುದ್ಧ ದೂರು ದಾಖಲಿಸಿದ್ದು, ವೈದ್ಯರ ನಿರ್ಲಕ್ಷ್ಯದಿಂದಲೇ ಸಾವು ಸಂಭವಿಸಿದೆ ಎಂದು ಆರೋಪಿಸಿದ್ದಾರೆ. ಆಸ್ಪತ್ರೆ ಆಡಳಿತ ಮಂಡಳಿ ಪ್ರಕರಣದ ತನಿಖೆಗೆ ಸಹಕರಿಸುವುದಾಗಿ ತಿಳಿಸಿದೆ. ಒಂದೇ ದಿನದಲ್ಲಿ ಇಷ್ಟು ಹಲ್ಲುಗಳನ್ನು ತೆಗೆಯುವುದು ಅಪಾಯಕಾರಿ ಎಂದು ತಜ್ಞ ವೈದ್ಯರು ಅಭಿಪ್ರಾಯಪಟ್ಟಿದ್ದಾರೆ. ಸ್ಥಳೀಯ ಆರೋಗ್ಯ ಇಲಾಖೆ ಪ್ರಕರಣದ ಬಗ್ಗೆ ವರದಿ ಕೇಳಿದೆ. <box>6 736 276 798</box>
mamata-headline-line1: ಜನರ ಹಿತಕ್ಕಾಗಿ ರಾಜೀನಾಮೆ ನೀಡಲು <box>394 880 593 900</box>
divider-v3 <box>278 712 279 872</box>
page-number-box <box>894 2 940 50</box>
mamata-headline <box>394 880 744 936</box>
divider-h3 <box>750 616 942 617</box>
yechury-col3 <box>588 412 728 696</box>
china-virus-headline-line2: ಮಾಡುವ ಹೊಸ ವೈರಸ್ ಪತ್ತೆ <box>752 634 864 649</box>
dentist-headline-line1: ಒಂದೇ ದಿನ 23 ಹಲ್ಲು ಕಿತ್ತ ವೈದ್ಯ, <box>6 683 175 701</box>
delhi-rain-body-right <box>190 1114 380 1164</box>
